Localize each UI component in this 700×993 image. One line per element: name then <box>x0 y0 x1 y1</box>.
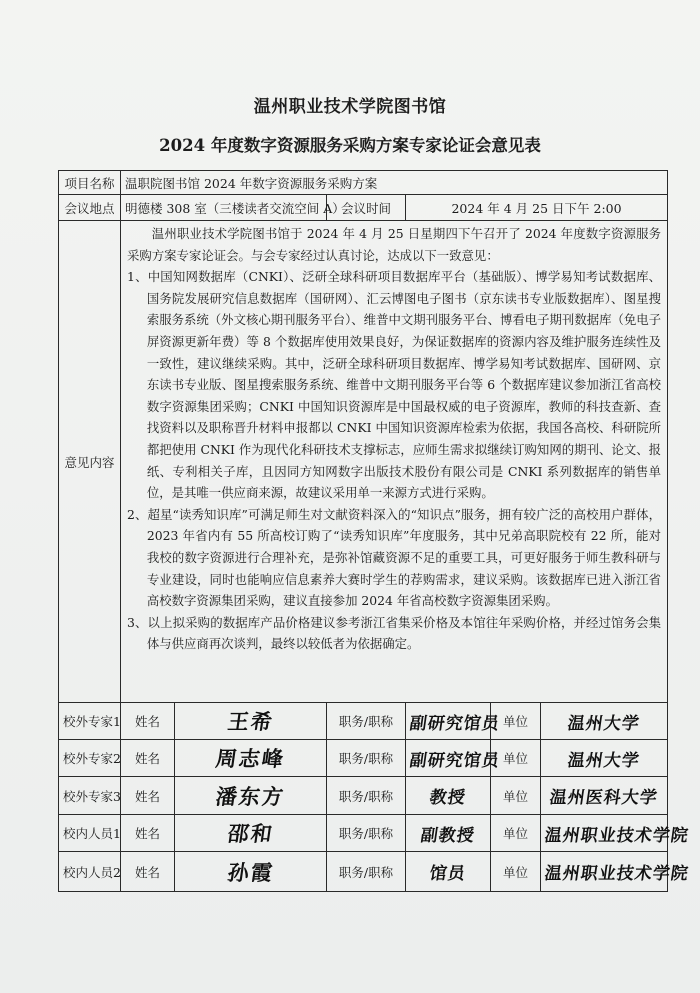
member-name-signature <box>175 852 327 892</box>
name-label: 姓名 <box>121 703 175 740</box>
member-unit <box>541 777 668 815</box>
member-row <box>59 852 668 892</box>
opinion-intro: 温州职业技术学院图书馆于 2024 年 4 月 25 日星期四下午召开了 2024 年度数字资源服务采购方案专家论证会。与会专家经过认真讨论，达成以下一致意见： <box>127 226 662 263</box>
signature-text: 副研究馆员 <box>408 750 502 771</box>
unit-label: 单位 <box>491 815 541 852</box>
member-name-signature <box>175 777 327 815</box>
unit-label: 单位 <box>491 703 541 740</box>
member-row <box>59 815 668 852</box>
unit-label: 单位 <box>491 777 541 815</box>
signature-text: 教授 <box>428 788 468 808</box>
meeting-time-value: 2024 年 4 月 25 日下午 2:00 <box>406 195 668 221</box>
signature-text: 温州职业技术学院 <box>543 864 691 884</box>
signature-text: 王希 <box>225 710 276 734</box>
opinion-content <box>121 221 668 703</box>
name-label: 姓名 <box>121 740 175 777</box>
signature-text: 温州大学 <box>566 750 642 771</box>
opinion-form-table <box>58 170 691 892</box>
project-row <box>59 171 668 195</box>
signature-text: 温州职业技术学院 <box>543 825 691 846</box>
opinion-item-1: 1、中国知网数据库（CNKI）、泛研全球科研项目数据库平台（基础版）、博学易知考试数据库、国务院发展研究信息数据库（国研网）、汇云博图电子图书（京东读书专业版数据库）、图星搜索服务系统（外文核心期刊服务平台）、维普中文期刊服务平台、博看电子期刊数据库（免电子屏资源更新年费）等 8 个数据库使用效果良好，为保证数据库的资源内容及维护服务连续性及一致性，建议继续采购。其中，泛研全球科研项目数据库、博学易知考试数据库、国研网、京东读书专业版、图星搜索服务系统、维普中文期刊服务平台等 6 个数据库建议参加浙江省高校数字资源集团采购；CNKI 中国知识资源库是中国最权威的电子资源库，教师的科技查新、查找资料以及职称晋升材料申报都以 CNKI 中国知识资源库检索为依据，我国各高校、科研院所都把使用 CNKI 作为现代化科研技术支撑标志，应师生需求拟继续订购知网的期刊、论文、报纸、专利相关子库，且因同方知网数字出版技术股份有限公司是 CNKI 系列数据库的销售单位，是其唯一供应商来源，故建议采用单一来源方式进行采购。 <box>127 269 662 501</box>
member-title <box>406 740 502 777</box>
title-label: 职务/职称 <box>327 703 406 740</box>
signature-text: 潘东方 <box>214 784 287 809</box>
member-title <box>406 777 491 815</box>
project-name-label: 项目名称 <box>59 171 121 195</box>
name-label: 姓名 <box>121 852 175 892</box>
member-title <box>406 815 491 852</box>
member-name-signature <box>175 740 327 777</box>
name-label: 姓名 <box>121 815 175 852</box>
member-unit <box>541 740 668 777</box>
title-label: 职务/职称 <box>327 740 406 777</box>
member-role: 校外专家2 <box>59 740 121 777</box>
member-row <box>59 777 668 815</box>
title-label: 职务/职称 <box>327 777 406 815</box>
signature-text: 副教授 <box>419 825 477 846</box>
opinion-item-3: 3、以上拟采购的数据库产品价格建议参考浙江省集采价格及本馆往年采购价格，并经过馆务会集体与供应商再次谈判，最终以较低者为依据确定。 <box>127 614 662 652</box>
meeting-location-value: 明德楼 308 室（三楼读者交流空间 A） <box>121 195 327 221</box>
signature-text: 周志峰 <box>214 747 287 771</box>
member-row <box>59 740 668 777</box>
meeting-location-label: 会议地点 <box>59 195 121 221</box>
member-role: 校外专家3 <box>59 777 121 815</box>
member-role: 校内人员1 <box>59 815 121 852</box>
meeting-row <box>59 195 668 221</box>
project-name-value: 温职院图书馆 2024 年数字资源服务采购方案 <box>121 171 668 195</box>
member-role: 校内人员2 <box>59 852 121 892</box>
member-title <box>406 703 502 740</box>
opinion-row <box>59 221 668 703</box>
signature-text: 温州大学 <box>566 713 642 734</box>
member-role: 校外专家1 <box>59 703 121 740</box>
meeting-time-label: 会议时间 <box>327 195 406 221</box>
member-unit <box>541 815 691 852</box>
unit-label: 单位 <box>491 852 541 892</box>
member-unit <box>541 852 691 892</box>
member-row <box>59 703 668 740</box>
signature-text: 馆员 <box>428 864 468 884</box>
signature-text: 孙霞 <box>225 860 276 885</box>
member-title <box>406 852 491 892</box>
title-label: 职务/职称 <box>327 852 406 892</box>
member-name-signature <box>175 815 327 852</box>
title-label: 职务/职称 <box>327 815 406 852</box>
unit-label: 单位 <box>491 740 541 777</box>
signature-text: 温州医科大学 <box>548 788 660 808</box>
document-title: 温州职业技术学院图书馆 <box>253 97 447 117</box>
opinion-item-2: 2、超星“读秀知识库”可满足师生对文献资料深入的“知识点”服务，拥有较广泛的高校用户群体，2023 年省内有 55 所高校订购了“读秀知识库”年度服务，其中兄弟高职院校有 22 所，能对我校的数字资源进行合理补充，是弥补馆藏资源不足的重要工具，可更好服务于师生教科研与专业建设，同时也能响应信息素养大赛时学生的荐购需求，建议采购。该数据库已进入浙江省高校数字资源集团采购，建议直接参加 2024 年省高校数字资源集团采购。 <box>127 506 662 609</box>
name-label: 姓名 <box>121 777 175 815</box>
opinion-label: 意见内容 <box>59 221 121 703</box>
document-subtitle: 2024 年度数字资源服务采购方案专家论证会意见表 <box>159 136 541 155</box>
signature-text: 副研究馆员 <box>408 713 502 734</box>
signature-text: 邵和 <box>225 822 276 846</box>
member-unit <box>541 703 668 740</box>
member-name-signature <box>175 703 327 740</box>
